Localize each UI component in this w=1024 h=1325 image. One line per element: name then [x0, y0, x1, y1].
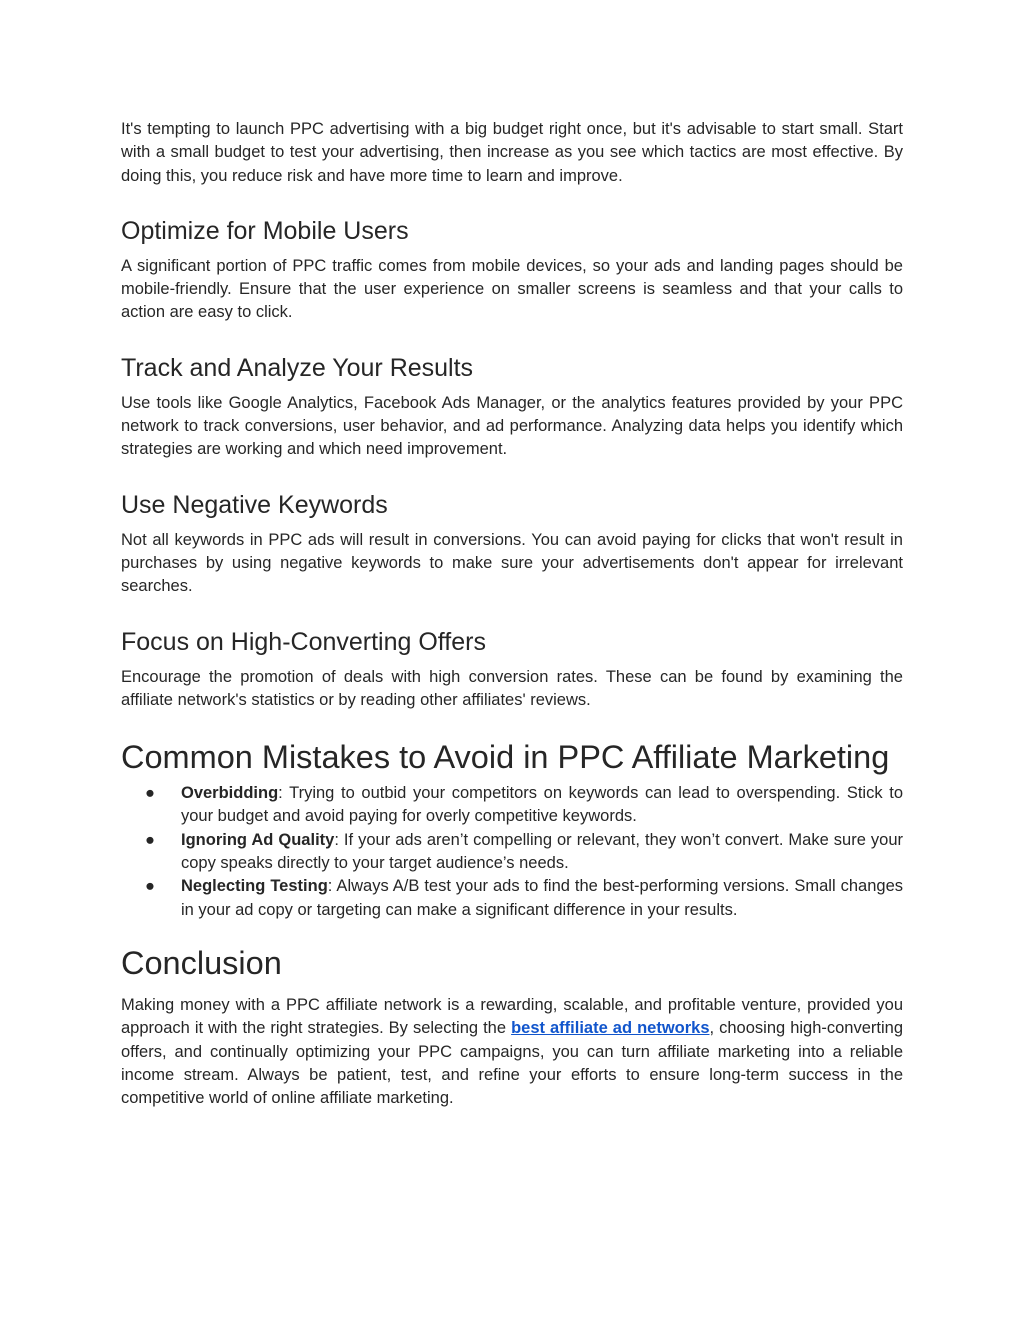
bullet-icon: ● — [145, 830, 155, 849]
heading-optimize-mobile: Optimize for Mobile Users — [121, 216, 409, 245]
conclusion-text-after-link: , choosing high-converting offers, and continually optimizing your PPC campaigns, you can turn affiliate marketing into a reliable income stream. Always be patient, test, and refine your efforts to ensure long-term success in the competitive world of online affiliate marketing. — [121, 1019, 904, 1108]
list-item-term: Overbidding — [181, 784, 279, 803]
list-item-term: Ignoring Ad Quality — [181, 830, 335, 849]
paragraph-conclusion — [121, 994, 903, 1110]
paragraph-track-analyze: Use tools like Google Analytics, Facebook Ads Manager, or the analytics features provided by your PPC network to track conversions, user behavior, and ad performance. Analyzing data helps you identify which strategies are working and which need improvement. — [121, 393, 903, 459]
heading-high-converting-offers: Focus on High-Converting Offers — [121, 627, 486, 656]
list-item-text: : Trying to outbid your competitors on keywords can lead to overspending. Stick to your budget and avoid paying for overly competitive keywords. — [181, 784, 903, 826]
bullet-icon: ● — [145, 784, 155, 803]
mistakes-list — [121, 782, 903, 922]
bullet-icon: ● — [145, 877, 155, 896]
best-affiliate-ad-networks-link[interactable]: best affiliate ad networks — [511, 1019, 710, 1038]
heading-track-analyze: Track and Analyze Your Results — [121, 353, 474, 382]
heading-negative-keywords: Use Negative Keywords — [121, 490, 388, 519]
list-item — [121, 829, 903, 876]
paragraph-high-converting-offers: Encourage the promotion of deals with high conversion rates. These can be found by examining the affiliate network's statistics or by reading other affiliates' reviews. — [121, 667, 903, 709]
paragraph-negative-keywords: Not all keywords in PPC ads will result in conversions. You can avoid paying for clicks that won't result in purchases by using negative keywords to make sure your advertisements don't appear for irrelevant searches. — [121, 530, 903, 596]
list-item-text: : Always A/B test your ads to find the best-performing versions. Small changes in your ad copy or targeting can make a significant difference in your results. — [181, 877, 903, 919]
list-item-text: : If your ads aren’t compelling or relevant, they won’t convert. Make sure your copy speaks directly to your target audience’s needs. — [181, 830, 903, 873]
list-item — [121, 875, 903, 922]
document-page — [121, 118, 903, 1110]
intro-paragraph: It's tempting to launch PPC advertising with a big budget right once, but it's advisable to start small. Start with a small budget to test your advertising, then increase as you see which tactics are most effective. By doing this, you reduce risk and have more time to learn and improve. — [121, 120, 903, 185]
list-item-term: Neglecting Testing — [181, 877, 328, 896]
heading-common-mistakes: Common Mistakes to Avoid in PPC Affiliate Marketing — [121, 739, 890, 776]
conclusion-text-before-link: Making money with a PPC affiliate network is a rewarding, scalable, and profitable venture, provided you approach it with the right strategies. By selecting the — [121, 995, 903, 1038]
heading-conclusion: Conclusion — [121, 944, 282, 981]
list-item — [121, 782, 903, 829]
paragraph-optimize-mobile: A significant portion of PPC traffic comes from mobile devices, so your ads and landing pages should be mobile-friendly. Ensure that the user experience on smaller screens is seamless and that your calls to action are easy to click. — [121, 256, 903, 322]
